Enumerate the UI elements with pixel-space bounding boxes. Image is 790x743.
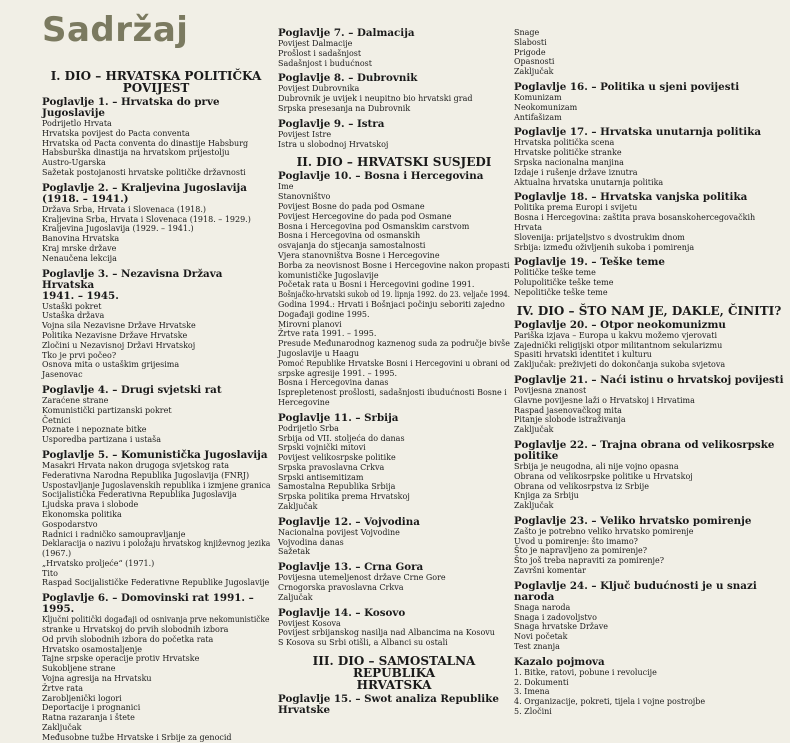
toc-entry: Sukobljene strane — [42, 664, 116, 674]
toc-entry: Država Srba, Hrvata i Slovenaca (1918.) — [42, 204, 207, 214]
toc-entry: Deklaracija o nazivu i položaju hrvatskog književnog jezika — [42, 539, 271, 549]
toc-entry: Knjiga za Srbiju — [514, 491, 579, 501]
toc-entry: Ratna razaranja i štete — [42, 713, 135, 723]
toc-entry: 5. Zločini — [514, 707, 552, 717]
toc-entry: komunističke Jugoslavije — [278, 270, 379, 280]
chapter-heading: Poglavlje 4. – Drugi svjetski rat — [42, 383, 222, 396]
chapter-heading: Kazalo pojmova — [514, 655, 605, 668]
toc-entry: Sažetak — [278, 547, 311, 557]
toc-entry: Stanovništvo — [278, 192, 331, 202]
toc-entry: Zašto je potrebno veliko hrvatsko pomirenje — [514, 526, 694, 536]
toc-entry: Kraljevina Jugoslavija (1929. – 1941.) — [42, 224, 194, 234]
chapter-heading: Poglavlje 5. – Komunistička Jugoslavija — [42, 448, 268, 461]
toc-entry: Srpski vojnički mitovi — [278, 443, 366, 453]
toc-entry: Spasiti hrvatski identitet i kulturu — [514, 350, 652, 360]
toc-entry: Ustaški pokret — [42, 301, 102, 311]
chapter-heading: Poglavlje 11. – Srbija — [278, 411, 399, 424]
chapter-heading: Poglavlje 22. – Trajna obrana od velikosrpske politike — [514, 438, 775, 462]
toc-entry: Zaključak — [514, 67, 554, 77]
toc-entry: Nepolitičke teške teme — [514, 287, 608, 297]
toc-entry: Događaji godine 1995. — [278, 309, 370, 319]
toc-entry: Istra u slobodnoj Hrvatskoj — [278, 139, 389, 149]
toc-entry: Početak rata u Bosni i Hercegovini godine 1991. — [278, 280, 475, 290]
toc-entry: Pomoć Republike Hrvatske Bosni i Hercegovini u obrani od — [278, 358, 510, 368]
toc-entry: Crnogorska pravoslavna Crkva — [278, 583, 404, 593]
chapter-heading: Poglavlje 12. – Vojvodina — [278, 515, 420, 528]
toc-entry: Polupolitičke teške teme — [514, 278, 614, 288]
toc-entry: Ekonomska politika — [42, 509, 122, 519]
toc-entry: Glavne povijesne laži o Hrvatskoj i Hrvatima — [514, 395, 695, 405]
toc-entry: S Kosova su Srbi otišli, a Albanci su ostali — [278, 638, 448, 648]
toc-entry: Ljudska prava i slobode — [42, 500, 139, 510]
toc-entry: Dubrovnik je uvijek i neupitno bio hrvatski grad — [278, 94, 473, 104]
toc-entry: Pitanje slobode istraživanja — [514, 415, 626, 425]
toc-entry: Politika prema Europi i svijetu — [514, 203, 638, 213]
toc-entry: Zaključak — [514, 501, 554, 511]
toc-column-1 — [42, 70, 270, 743]
chapter-heading: Poglavlje 24. – Ključ budućnosti je u snazi naroda — [514, 579, 757, 603]
toc-entry: Obrana od velikosrpske politike u Hrvatskoj — [514, 471, 693, 481]
toc-entry: Austro-Ugarska — [42, 158, 106, 168]
toc-entry: Povijest Hercegovine do pada pod Osmane — [278, 211, 452, 221]
chapter-heading: Poglavlje 17. – Hrvatska unutarnja politika — [514, 126, 762, 139]
toc-entry: Snaga hrvatske Države — [514, 622, 609, 632]
toc-entry: Povijest velikosrpske politike — [278, 453, 396, 463]
toc-entry: 3. Imena — [514, 687, 550, 697]
chapter-heading: Poglavlje 9. – Istra — [278, 117, 385, 130]
toc-entry: Osnova mita o ustaškim grijesima — [42, 360, 180, 370]
toc-entry: Borba za neovisnost Bosne i Hercegovine nakon propasti — [278, 260, 510, 270]
part-heading: IV. DIO – ŠTO NAM JE, DAKLE, ČINITI? — [516, 303, 782, 318]
toc-entry: Usporedba partizana i ustaša — [42, 435, 162, 445]
toc-entry: Hrvatske političke stranke — [514, 148, 622, 158]
toc-entry: Zaključak — [514, 425, 554, 435]
toc-entry: Vojvodina danas — [278, 537, 344, 547]
chapter-heading: Poglavlje 8. – Dubrovnik — [278, 72, 418, 85]
toc-entry: Federativna Narodna Republika Jugoslavija (FNRJ) — [42, 470, 250, 480]
toc-entry: Obrana od velikosrpstva iz Srbije — [514, 481, 649, 491]
toc-entry: Prigode — [514, 47, 546, 57]
toc-entry: Što je napravljeno za pomirenje? — [514, 546, 648, 556]
toc-entry: Sažetak postojanosti hrvatske političke državnosti — [42, 167, 246, 177]
toc-entry: Vjera stanovništva Bosne i Hercegovine — [278, 250, 440, 260]
toc-entry: Povijest srbijanskog nasilja nad Albancima na Kosovu — [278, 628, 495, 638]
toc-entry: Četnici — [42, 415, 71, 425]
toc-entry: Aktualna hrvatska unutarnja politika — [514, 177, 664, 187]
toc-entry: Povijesna znanost — [514, 385, 587, 395]
toc-column-3 — [514, 28, 784, 717]
toc-entry: osvajanja do stjecanja samostalnosti — [278, 241, 426, 251]
toc-entry: Kraljevina Srba, Hrvata i Slovenaca (1918. – 1929.) — [42, 214, 251, 224]
toc-entry: Političke teške teme — [514, 268, 596, 278]
toc-entry: Vojna agresija na Hrvatsku — [42, 674, 152, 684]
chapter-heading: Poglavlje 7. – Dalmacija — [278, 27, 415, 39]
toc-entry: Međusobne tužbe Hrvatske i Srbije za genocid — [42, 732, 232, 742]
toc-entry: 2. Dokumenti — [514, 677, 569, 687]
toc-entry: Ustaška država — [42, 311, 105, 321]
toc-entry: 1. Bitke, ratovi, pobune i revolucije — [514, 667, 657, 677]
toc-entry: Slovenija: prijateljstvo s dvostrukim dnom — [514, 232, 685, 242]
toc-entry: Ključni politički događaji od osnivanja prve nekomunističke — [42, 615, 270, 625]
toc-entry: Prošlost i sadašnjost — [278, 48, 362, 58]
chapter-heading: Poglavlje 1. – Hrvatska do prve Jugoslavije — [42, 96, 220, 119]
toc-entry: Žrtve rata 1991. – 1995. — [278, 329, 377, 339]
toc-entry: Bosna i Hercegovina: zaštita prava bosanskohercegovačkih — [514, 213, 756, 223]
toc-entry: Hercegovine — [278, 397, 330, 407]
toc-entry: Godina 1994.: Hrvati i Bošnjaci počinju seboriti zajedno — [278, 299, 505, 309]
toc-entry: Poznate i nepoznate bitke — [42, 425, 147, 435]
toc-entry: Tajne srpske operacije protiv Hrvatske — [42, 654, 200, 664]
toc-entry: Socijalistička Federativna Republika Jugoslavija — [42, 490, 237, 500]
toc-entry: Zaključak — [42, 723, 82, 733]
part-heading: II. DIO – HRVATSKI SUSJEDI — [296, 155, 492, 170]
toc-entry: Hrvatsko osamostaljenje — [42, 644, 142, 654]
part-heading: III. DIO – SAMOSTALNA REPUBLIKA HRVATSKA — [312, 654, 476, 693]
toc-entry: Gospodarstvo — [42, 519, 98, 529]
chapter-heading: Poglavlje 18. – Hrvatska vanjska politika — [514, 191, 748, 204]
toc-entry: Test znanja — [514, 642, 560, 652]
toc-entry: Zarobljenički logori — [42, 693, 122, 703]
toc-entry: Banovina Hrvatska — [42, 234, 120, 244]
toc-entry: Bošnjačko-hrvatski sukob od 19. lipnja 1992. do 23. veljače 1994. — [278, 290, 510, 300]
toc-entry: (1967.) — [42, 549, 72, 559]
toc-entry: Tito — [42, 568, 58, 578]
toc-entry: Zajednički religijski otpor militantnom sekularizmu — [514, 340, 723, 350]
toc-entry: Srbija je neugodna, ali nije vojno opasna — [514, 461, 679, 471]
toc-entry: Povijesna utemeljenost države Crne Gore — [278, 573, 446, 583]
chapter-heading: Poglavlje 13. – Crna Gora — [278, 561, 424, 574]
toc-entry: Srpska preseзanja na Dubrovnik — [278, 103, 411, 113]
toc-entry: Srpska nacionalna manjina — [514, 157, 624, 167]
toc-entry: srpske agresije 1991. – 1995. — [278, 368, 398, 378]
toc-entry: Izdaje i rušenje države iznutra — [514, 167, 638, 177]
toc-entry: Presude Međunarodnog kaznenog suda za područje bivše — [278, 339, 510, 349]
toc-entry: Snage — [514, 28, 540, 37]
toc-entry: Povijest Dubrovnika — [278, 84, 360, 94]
toc-entry: Vojna sila Nezavisne Države Hrvatske — [42, 321, 196, 331]
toc-entry: Masakri Hrvata nakon drugoga svjetskog rata — [42, 460, 230, 470]
toc-entry: Neokomunizam — [514, 102, 578, 112]
toc-entry: Uvod u pomirenje: što imamo? — [514, 536, 638, 546]
toc-entry: Žrtve rata — [42, 683, 83, 693]
toc-entry: Pariška izjava – Europa u kakvu možemo vjerovati — [514, 330, 718, 340]
toc-entry: Snaga naroda — [514, 602, 571, 612]
toc-entry: Uspostavljanje Jugoslavenskih republika i izmjene granica — [42, 480, 271, 490]
toc-entry: 4. Organizacije, pokreti, tijela i vojne postrojbe — [514, 697, 706, 707]
toc-entry: Kraj mrske države — [42, 243, 117, 253]
toc-entry: Snaga i zadovoljstvo — [514, 612, 597, 622]
toc-entry: Srbija od VII. stoljeća do danas — [278, 433, 405, 443]
toc-entry: Jugoslavije u Haagu — [278, 348, 360, 358]
toc-entry: Zaključak: preživjeti do dokončanja sukoba svjetova — [514, 360, 726, 370]
toc-entry: Što još treba napraviti za pomirenje? — [514, 556, 665, 566]
toc-entry: Zaraćene strane — [42, 395, 109, 405]
toc-entry: Jasenovac — [42, 370, 83, 380]
toc-entry: Srbija: između oživljenih sukoba i pomirenja — [514, 242, 695, 252]
toc-entry: Zaključak — [278, 502, 318, 512]
toc-entry: Nacionalna povijest Vojvodine — [278, 527, 400, 537]
toc-entry: Slabosti — [514, 37, 547, 47]
toc-entry: Bosna i Hercegovina pod Osmanskim carstvom — [278, 221, 470, 231]
chapter-heading: Poglavlje 2. – Kraljevina Jugoslavija (1918. – 1941.) — [42, 181, 247, 205]
toc-entry: Antifašizam — [514, 112, 562, 122]
toc-entry: Povijest Bosne do pada pod Osmane — [278, 201, 425, 211]
chapter-heading: Poglavlje 23. – Veliko hrvatsko pomirenje — [514, 514, 752, 527]
chapter-heading: Poglavlje 10. – Bosna i Hercegovina — [278, 170, 484, 183]
toc-column-2 — [278, 28, 510, 716]
toc-entry: Bosna i Hercegovina danas — [278, 378, 389, 388]
chapter-heading: Poglavlje 19. – Teške teme — [514, 256, 665, 269]
toc-entry: Deportacije i prognanici — [42, 703, 141, 713]
toc-entry: Komunizam — [514, 92, 562, 102]
toc-entry: Završni komentar — [514, 566, 586, 576]
toc-entry: Novi početak — [514, 632, 568, 642]
toc-entry: Bosna i Hercegovina od osmanskih — [278, 231, 421, 241]
toc-entry: Srpska pravoslavna Crkva — [278, 462, 385, 472]
toc-entry: Opasnosti — [514, 57, 555, 67]
toc-entry: Tko je prvi počeo? — [42, 350, 117, 360]
toc-entry: Sadašnjost i budućnost — [278, 58, 372, 68]
toc-entry: „Hrvatsko proljeće“ (1971.) — [42, 558, 155, 568]
toc-entry: Povijest Dalmacije — [278, 39, 353, 48]
toc-entry: Podrijetlo Hrvata — [42, 119, 112, 128]
chapter-heading: Poglavlje 3. – Nezavisna Država Hrvatska 1941. – 1945. — [42, 267, 223, 302]
toc-entry: Srpska politika prema Hrvatskoj — [278, 492, 410, 502]
toc-entry: Habsburška dinastija na hrvatskom prijestolju — [42, 148, 230, 158]
toc-entry: Srpski antisemitizam — [278, 472, 364, 482]
chapter-heading: Poglavlje 21. – Naći istinu o hrvatskoj povijesti — [514, 373, 784, 386]
toc-entry: Hrvatska politička scena — [514, 138, 615, 148]
toc-entry: Od prvih slobodnih izbora do početka rata — [42, 634, 214, 644]
toc-entry: Ime — [278, 182, 294, 192]
chapter-heading: Poglavlje 6. – Domovinski rat 1991. – 1995. — [42, 592, 254, 616]
part-heading: I. DIO – HRVATSKA POLITIČKA POVIJEST — [50, 69, 262, 95]
toc-entry: Raspad Socijalističke Federativne Republike Jugoslavije — [42, 578, 270, 588]
toc-entry: Hrvata — [514, 222, 543, 232]
toc-entry: Podrijetlo Srba — [278, 423, 339, 433]
toc-entry: Raspad jasenovačkog mita — [514, 405, 622, 415]
toc-entry: Povijest Kosova — [278, 618, 341, 628]
toc-entry: Nenaučena lekcija — [42, 253, 117, 263]
toc-entry: Politika Nezavisne Države Hrvatske — [42, 330, 188, 340]
toc-entry: Komunistički partizanski pokret — [42, 405, 172, 415]
toc-entry: Hrvatska povijest do Pacta conventa — [42, 128, 190, 138]
toc-entry: Radnici i radničko samoupravljanje — [42, 529, 186, 539]
toc-entry: Isprepletenost prošlosti, sadašnjosti ibudućnosti Bosne i — [278, 388, 507, 398]
chapter-heading: Poglavlje 15. – Swot analiza Republike Hrvatske — [278, 693, 499, 717]
page-title: Sadržaj — [42, 10, 189, 50]
toc-entry: Zaljučak — [278, 592, 313, 602]
chapter-heading: Poglavlje 14. – Kosovo — [278, 606, 406, 619]
toc-entry: Povijest Istre — [278, 129, 332, 139]
toc-entry: Hrvatska od Pacta conventa do dinastije Habsburg — [42, 138, 249, 148]
chapter-heading: Poglavlje 16. – Politika u sjeni povijesti — [514, 80, 740, 93]
toc-entry: Zločini u Nezavisnoj Državi Hrvatskoj — [42, 340, 196, 350]
chapter-heading: Poglavlje 20. – Otpor neokomunizmu — [514, 318, 726, 331]
toc-entry: Samostalna Republika Srbija — [278, 482, 396, 492]
toc-entry: Mirovni planovi — [278, 319, 342, 329]
toc-entry: stranke u Hrvatskoj do prvih slobodnih izbora — [42, 625, 229, 635]
